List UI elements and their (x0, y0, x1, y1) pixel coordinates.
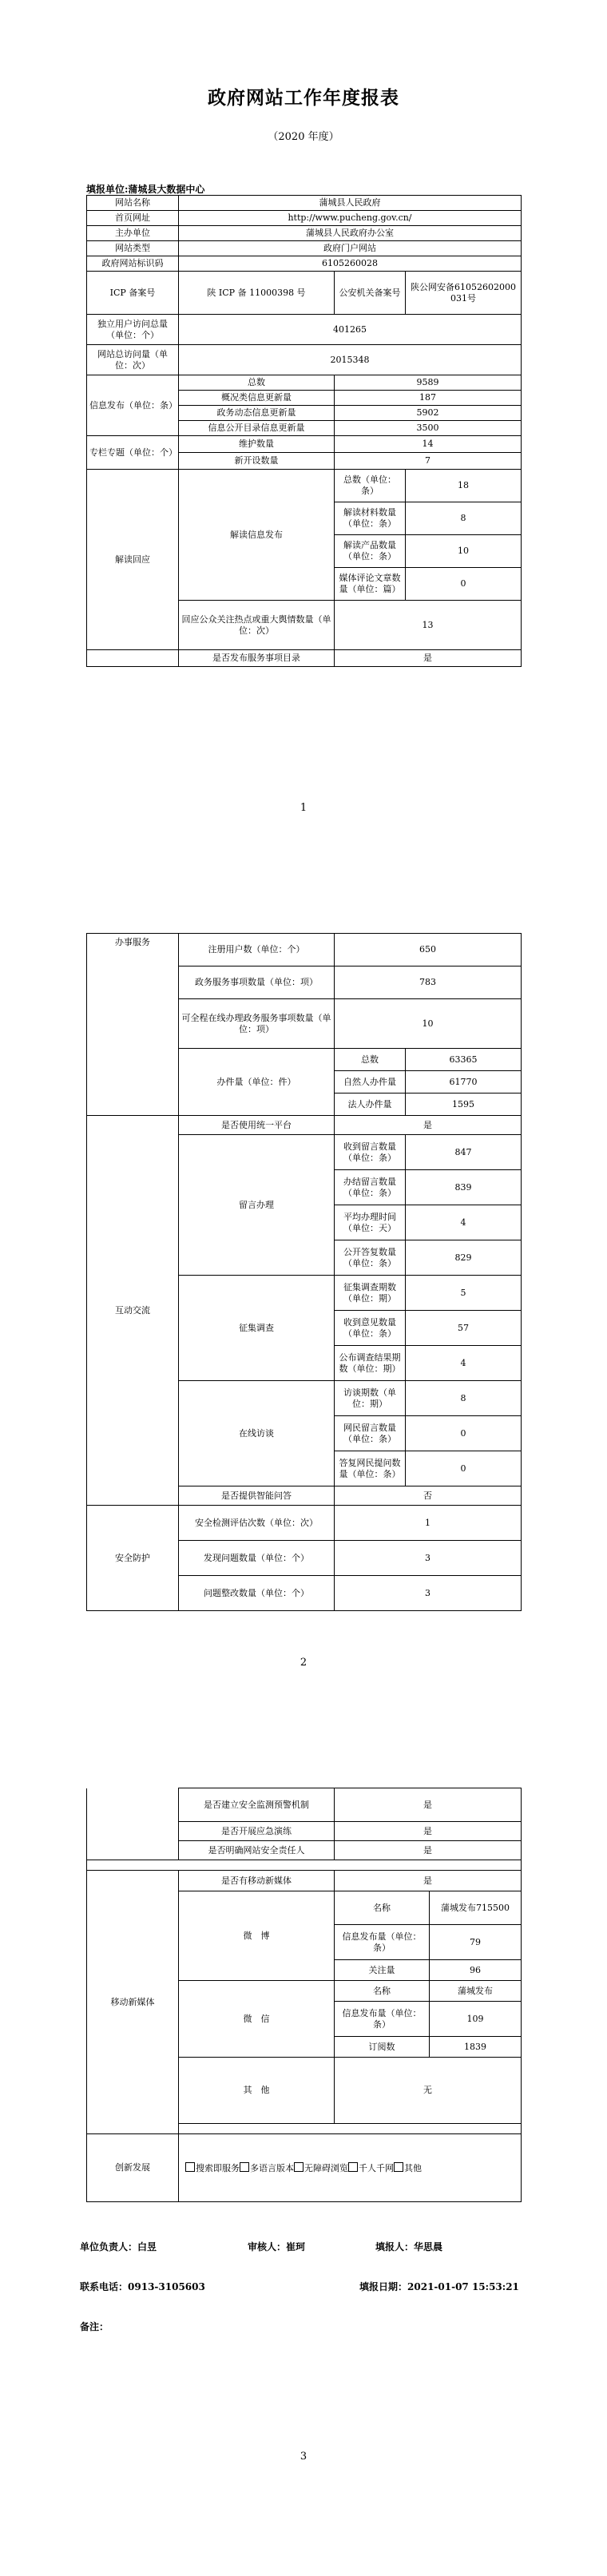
report-table-1 (86, 195, 522, 667)
cell-label: 法人办件量 (335, 1094, 406, 1116)
cell-label: 政务动态信息更新量 (179, 406, 335, 421)
cell-label: 专栏专题（单位：个） (87, 436, 179, 470)
cell-label: 征集调查 (179, 1276, 335, 1381)
cell-label: 回应公众关注热点或重大舆情数量（单位：次） (179, 601, 335, 650)
cell-label: 征集调查期数（单位：期） (335, 1276, 406, 1311)
homepage-url: http://www.pucheng.gov.cn/ (179, 211, 522, 226)
security-eval: 1 (335, 1506, 522, 1541)
weibo-name: 蒲城发布715500 (430, 1891, 522, 1925)
cell-label: 名称 (335, 1981, 430, 2002)
cell-label: 维护数量 (179, 436, 335, 453)
smart-qa: 否 (335, 1486, 522, 1506)
innovation-option: 其他 (394, 2163, 422, 2173)
site-id: 6105260028 (179, 256, 522, 272)
interp-total: 18 (406, 470, 522, 502)
cell-label: 是否发布服务事项目录 (179, 650, 335, 667)
interp-hot: 13 (335, 601, 522, 650)
cell-label: 信息发布量（单位：条） (335, 1925, 430, 1960)
cell-label: 网站名称 (87, 196, 179, 211)
fill-date: 填报日期：2021-01-07 15:53:21 (359, 2281, 519, 2292)
auditor: 审核人：崔珂 (248, 2241, 306, 2253)
cell-label: 移动新媒体 (87, 1871, 179, 2134)
site-name: 蒲城县人民政府 (179, 196, 522, 211)
cell-label: ICP 备案号 (87, 272, 179, 315)
handle-legal: 1595 (406, 1094, 522, 1116)
unit-leader: 单位负责人：白昱 (80, 2241, 157, 2253)
cell-label: 留言办理 (179, 1135, 335, 1276)
handle-person: 61770 (406, 1071, 522, 1094)
filing-unit: 填报单位:蒲城县大数据中心 (86, 184, 205, 195)
cell-label: 是否建立安全监测预警机制 (179, 1788, 335, 1822)
cell-label: 在线访谈 (179, 1381, 335, 1486)
cell-label: 办事服务 (87, 934, 179, 1116)
cell-label: 网站类型 (87, 241, 179, 256)
cell-label: 访谈期数（单位：期） (335, 1381, 406, 1416)
cell-label: 新开设数量 (179, 453, 335, 470)
innovation-option: 千人千网 (348, 2163, 394, 2173)
cell-label: 名称 (335, 1891, 430, 1925)
handle-total: 63365 (406, 1049, 522, 1071)
drill-value: 是 (335, 1822, 522, 1841)
info-total: 9589 (335, 375, 522, 391)
cell-label: 微 信 (179, 1981, 335, 2058)
cell-label: 互动交流 (87, 1116, 179, 1506)
interp-media: 0 (406, 568, 522, 601)
msg-avg-days: 4 (406, 1205, 522, 1240)
cell-label: 安全防护 (87, 1506, 179, 1611)
checkbox-icon (348, 2162, 358, 2172)
cell-label: 办结留言数量（单位：条） (335, 1170, 406, 1205)
cell-label: 订阅数 (335, 2037, 430, 2058)
cell-label: 可全程在线办理政务服务事项数量（单位：项） (179, 999, 335, 1049)
cell-label: 平均办理时间（单位：天） (335, 1205, 406, 1240)
cell-label: 注册用户数（单位：个） (179, 934, 335, 966)
cell-label: 解读信息发布 (179, 470, 335, 601)
page-title: 政府网站工作年度报表 (208, 87, 399, 109)
sponsor: 蒲城县人民政府办公室 (179, 226, 522, 241)
wechat-subs: 1839 (430, 2037, 522, 2058)
msg-public: 829 (406, 1240, 522, 1276)
cell-label: 收到意见数量（单位：条） (335, 1311, 406, 1346)
info-overview: 187 (335, 391, 522, 406)
cell-label: 办件量（单位：件） (179, 1049, 335, 1116)
innovation-option: 多语言版本 (240, 2163, 294, 2173)
cell-label: 媒体评论文章数量（单位：篇） (335, 568, 406, 601)
cell-label: 信息公开目录信息更新量 (179, 421, 335, 436)
cell-label: 微 博 (179, 1891, 335, 1981)
responsible-value: 是 (335, 1841, 522, 1860)
interp-product: 10 (406, 535, 522, 568)
cell-label: 解读材料数量（单位：条） (335, 502, 406, 535)
weibo-publish: 79 (430, 1925, 522, 1960)
interview-count: 8 (406, 1381, 522, 1416)
cell-label: 是否明确网站安全责任人 (179, 1841, 335, 1860)
online-items: 10 (335, 999, 522, 1049)
pv-value: 2015348 (179, 345, 522, 375)
innovation-option: 无障碍浏览 (294, 2163, 348, 2173)
cell-label: 公安机关备案号 (335, 272, 406, 315)
cell-label: 公开答复数量（单位：条） (335, 1240, 406, 1276)
report-year: （2020 年度） (268, 131, 339, 143)
service-dir: 是 (335, 650, 522, 667)
checkbox-icon (185, 2162, 195, 2172)
cell-label: 收到留言数量（单位：条） (335, 1135, 406, 1170)
wechat-name: 蒲城发布 (430, 1981, 522, 2002)
cell-label: 主办单位 (87, 226, 179, 241)
survey-opinions: 57 (406, 1311, 522, 1346)
cell-label: 总数 (179, 375, 335, 391)
cell-label: 公布调查结果期数（单位：期） (335, 1346, 406, 1381)
cell-label: 是否使用统一平台 (179, 1116, 335, 1135)
has-media: 是 (335, 1871, 522, 1891)
uv-value: 401265 (179, 315, 522, 345)
cell-label: 发现问题数量（单位：个） (179, 1541, 335, 1576)
contact-phone: 联系电话：0913-3105603 (80, 2281, 205, 2292)
checkbox-icon (294, 2162, 304, 2172)
report-table-2 (86, 933, 522, 1611)
reg-users: 650 (335, 934, 522, 966)
cell-label: 总数（单位：条） (335, 470, 406, 502)
interview-answers: 0 (406, 1451, 522, 1486)
monitor-value: 是 (335, 1788, 522, 1822)
info-dynamic: 5902 (335, 406, 522, 421)
unified-platform: 是 (335, 1116, 522, 1135)
wechat-publish: 109 (430, 2002, 522, 2037)
cell-label: 独立用户访问总量（单位：个） (87, 315, 179, 345)
cell-label: 答复网民提问数量（单位：条） (335, 1451, 406, 1486)
weibo-follow: 96 (430, 1960, 522, 1981)
cell-label: 解读回应 (87, 470, 179, 650)
cell-label: 网站总访问量（单位：次） (87, 345, 179, 375)
cell-label: 关注量 (335, 1960, 430, 1981)
topic-maint: 14 (335, 436, 522, 453)
interview-questions: 0 (406, 1416, 522, 1451)
security-found: 3 (335, 1541, 522, 1576)
msg-done: 839 (406, 1170, 522, 1205)
cell-label: 概况类信息更新量 (179, 391, 335, 406)
cell-label: 问题整改数量（单位：个） (179, 1576, 335, 1611)
survey-count: 5 (406, 1276, 522, 1311)
info-public: 3500 (335, 421, 522, 436)
page-number: 3 (300, 2451, 307, 2463)
cell-label: 创新发展 (87, 2134, 179, 2202)
remarks: 备注： (80, 2321, 109, 2332)
cell-label: 首页网址 (87, 211, 179, 226)
cell-label: 信息发布量（单位：条） (335, 2002, 430, 2037)
cell-label: 是否有移动新媒体 (179, 1871, 335, 1891)
cell-label: 网民留言数量（单位：条） (335, 1416, 406, 1451)
cell-label: 安全检测评估次数（单位：次） (179, 1506, 335, 1541)
innovation-option: 搜索即服务 (185, 2163, 240, 2173)
cell-label: 政务服务事项数量（单位：项） (179, 966, 335, 999)
filler: 填报人：华思晨 (375, 2241, 443, 2253)
topic-new: 7 (335, 453, 522, 470)
cell-label: 自然人办件量 (335, 1071, 406, 1094)
service-items: 783 (335, 966, 522, 999)
page-number: 1 (300, 802, 307, 814)
cell-label: 其 他 (179, 2058, 335, 2124)
report-table-3 (86, 1788, 522, 2202)
security-fixed: 3 (335, 1576, 522, 1611)
cell-label: 信息发布（单位：条） (87, 375, 179, 436)
cell-label: 政府网站标识码 (87, 256, 179, 272)
police-number: 陕公网安备61052602000031号 (406, 272, 522, 315)
page-number: 2 (300, 1657, 307, 1669)
cell-label: 总数 (335, 1049, 406, 1071)
innovation-options (179, 2134, 522, 2202)
site-type: 政府门户网站 (179, 241, 522, 256)
checkbox-icon (394, 2162, 403, 2172)
cell-label: 解读产品数量（单位：条） (335, 535, 406, 568)
other-media: 无 (335, 2058, 522, 2124)
icp-number: 陕 ICP 备 11000398 号 (179, 272, 335, 315)
interp-material: 8 (406, 502, 522, 535)
cell-label: 是否开展应急演练 (179, 1822, 335, 1841)
msg-received: 847 (406, 1135, 522, 1170)
survey-results: 4 (406, 1346, 522, 1381)
cell-label: 是否提供智能问答 (179, 1486, 335, 1506)
checkbox-icon (240, 2162, 249, 2172)
